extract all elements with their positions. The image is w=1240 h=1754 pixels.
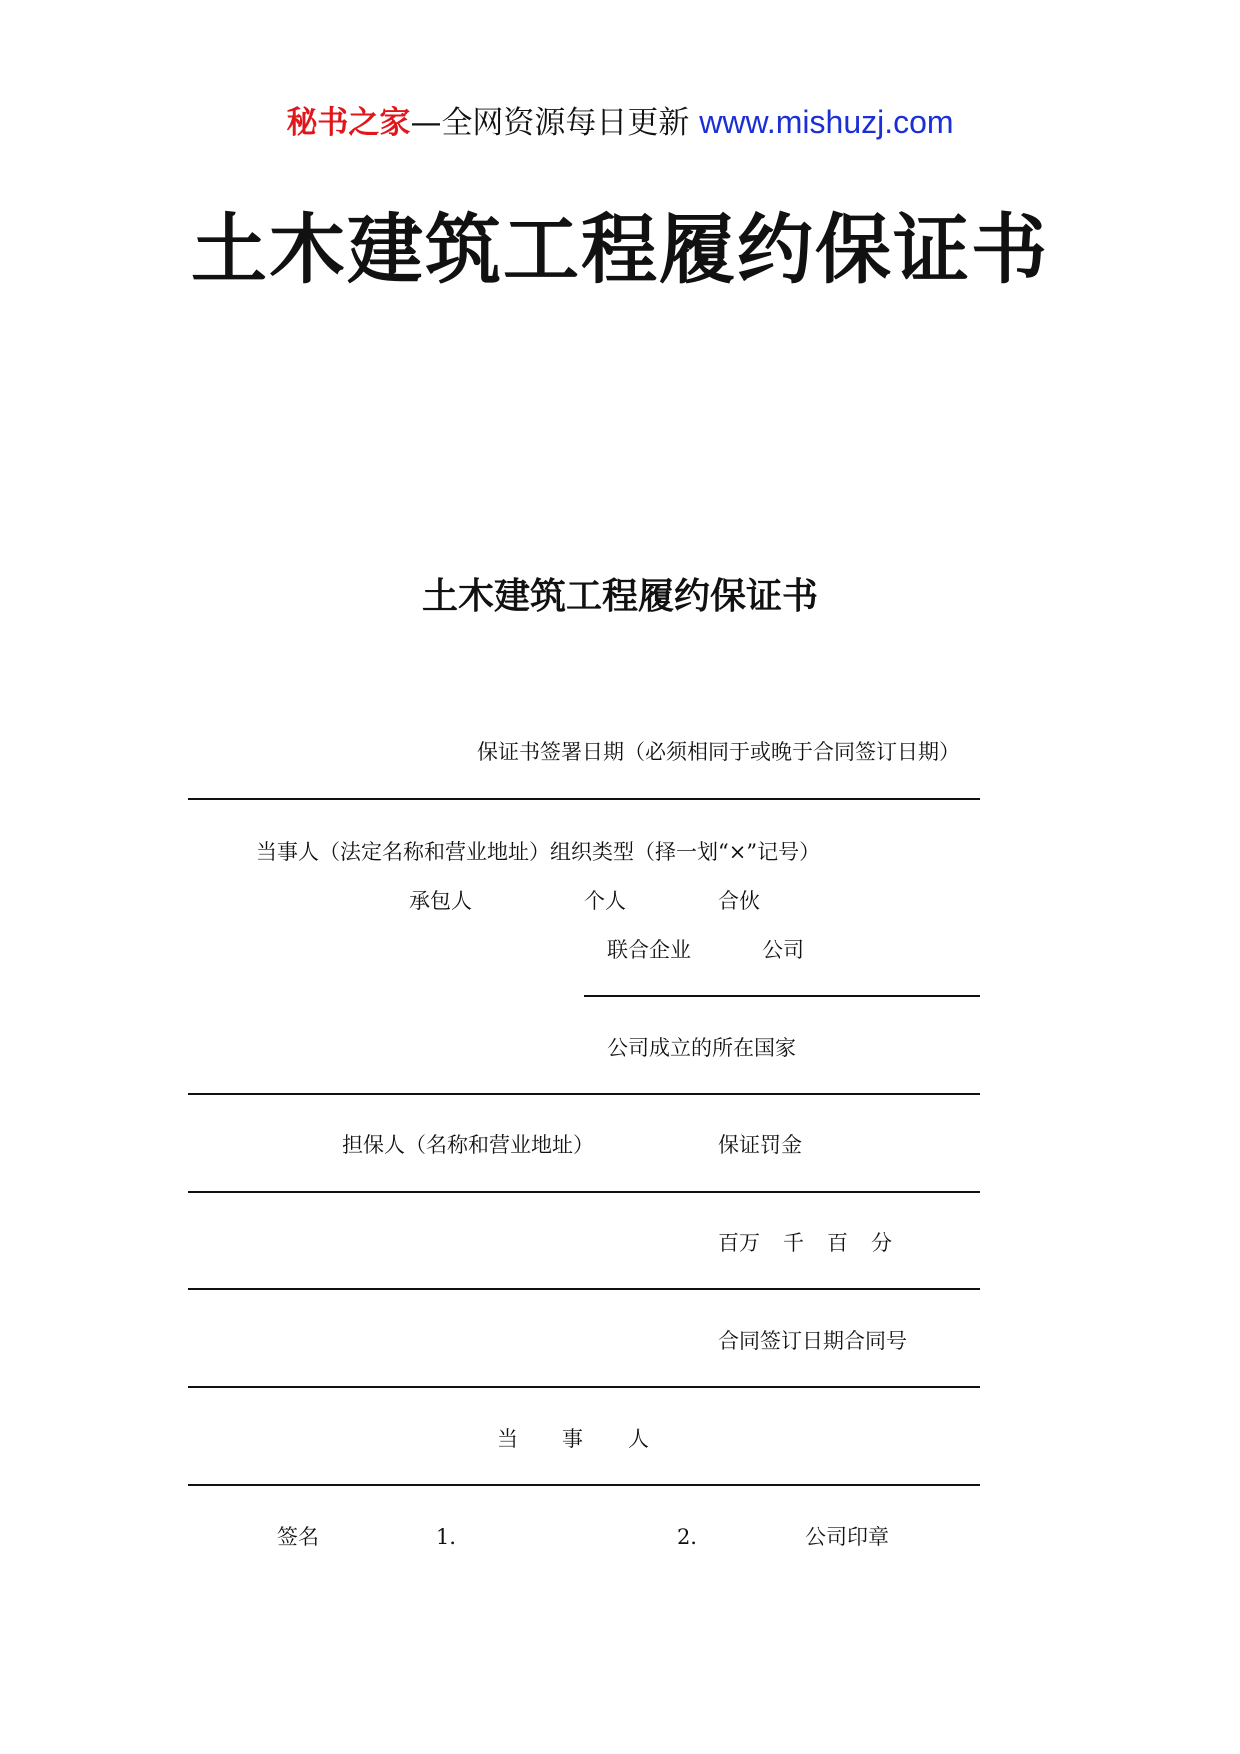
company-option: 公司 xyxy=(762,938,804,962)
company-seal-label: 公司印章 xyxy=(805,1525,889,1549)
brand-name: 秘书之家 xyxy=(286,105,411,141)
joint-venture-option: 联合企业 xyxy=(607,938,691,962)
unit-hundred: 百 xyxy=(827,1231,848,1255)
guarantor-rule xyxy=(188,1191,980,1193)
sign-date-label: 保证书签署日期（必须相同于或晚于合同签订日期） xyxy=(477,740,960,764)
individual-option: 个人 xyxy=(584,889,626,913)
country-rule xyxy=(188,1093,980,1095)
contract-rule xyxy=(188,1386,980,1388)
signature-slot-1: 1． xyxy=(436,1525,471,1549)
parties-char-3: 人 xyxy=(628,1427,649,1451)
contractor-label: 承包人 xyxy=(409,889,472,913)
unit-million: 百万 xyxy=(718,1231,760,1255)
sub-title: 土木建筑工程履约保证书 xyxy=(421,576,818,617)
penalty-label: 保证罚金 xyxy=(718,1133,802,1157)
company-country-label: 公司成立的所在国家 xyxy=(607,1036,796,1060)
signature-label: 签名 xyxy=(277,1525,319,1549)
signature-slot-2: 2． xyxy=(677,1525,712,1549)
unit-cent: 分 xyxy=(871,1231,892,1255)
contract-date-label: 合同签订日期合同号 xyxy=(718,1329,907,1353)
parties-char-1: 当 xyxy=(497,1427,518,1451)
site-url[interactable]: www.mishuzj.com xyxy=(699,104,954,140)
party-label: 当事人（法定名称和营业地址）组织类型（择一划“×”记号） xyxy=(256,840,821,864)
unit-thousand: 千 xyxy=(783,1231,804,1255)
partnership-option: 合伙 xyxy=(718,889,760,913)
header-tagline: —全网资源每日更新 xyxy=(410,105,690,141)
guarantor-label: 担保人（名称和营业地址） xyxy=(342,1133,594,1157)
sign-date-rule xyxy=(188,798,980,800)
site-header xyxy=(0,102,1240,143)
parties-char-2: 事 xyxy=(562,1427,583,1451)
amount-rule xyxy=(188,1288,980,1290)
main-title: 土木建筑工程履约保证书 xyxy=(191,205,1049,294)
parties-rule xyxy=(188,1484,980,1486)
company-rule xyxy=(584,995,980,997)
